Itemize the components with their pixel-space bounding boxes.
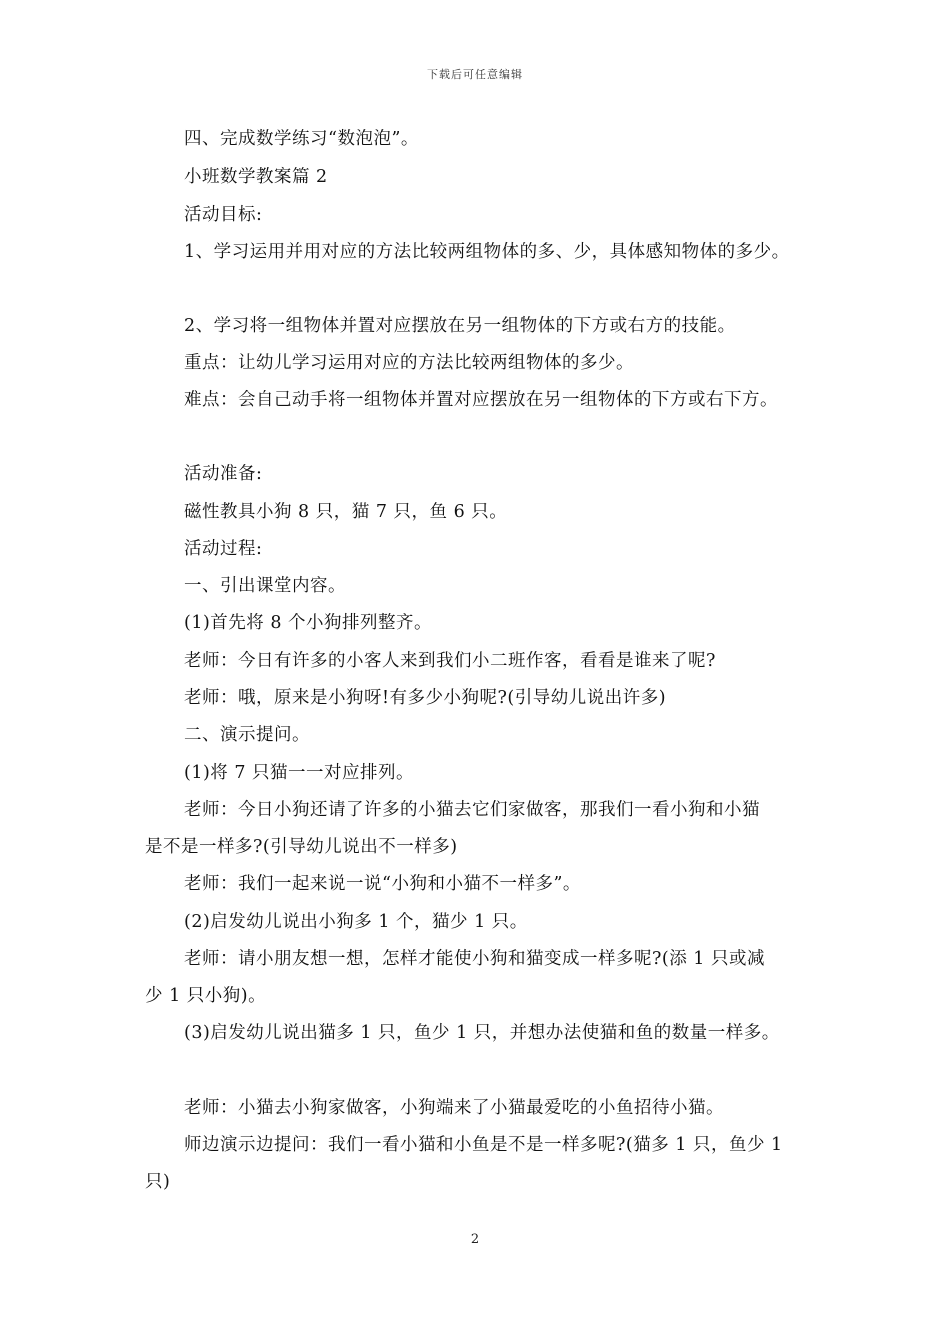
text-line: 活动目标: (184, 205, 263, 225)
text-line: 重点：让幼儿学习运用对应的方法比较两组物体的多少。 (184, 353, 634, 373)
text-line: 2、学习将一组物体并置对应摆放在另一组物体的下方或右方的技能。 (184, 316, 736, 336)
text-line: 活动准备: (184, 464, 263, 484)
text-line: 只) (145, 1172, 171, 1192)
text-line: 师边演示边提问：我们一看小猫和小鱼是不是一样多呢?(猫多 1 只，鱼少 1 (184, 1135, 783, 1155)
text-line: 一、引出课堂内容。 (184, 576, 346, 596)
text-line: 老师：哦，原来是小狗呀!有多少小狗呢?(引导幼儿说出许多) (184, 688, 667, 708)
text-line: 老师：今日小狗还请了许多的小猫去它们家做客，那我们一看小狗和小猫 (184, 800, 760, 820)
page-header: 下载后可任意编辑 (427, 68, 523, 81)
text-line: 老师：请小朋友想一想，怎样才能使小狗和猫变成一样多呢?(添 1 只或减 (184, 949, 765, 969)
text-line: (1)首先将 8 个小狗排列整齐。 (184, 613, 433, 633)
text-line: 老师：小猫去小狗家做客，小狗端来了小猫最爱吃的小鱼招待小猫。 (184, 1098, 724, 1118)
text-line: 二、演示提问。 (184, 725, 310, 745)
text-line: 老师：今日有许多的小客人来到我们小二班作客，看看是谁来了呢? (184, 651, 716, 671)
text-line: (3)启发幼儿说出猫多 1 只，鱼少 1 只，并想办法使猫和鱼的数量一样多。 (184, 1023, 780, 1043)
text-line: (1)将 7 只猫一一对应排列。 (184, 763, 415, 783)
text-line: 1、学习运用并用对应的方法比较两组物体的多、少，具体感知物体的多少。 (184, 242, 790, 262)
text-line: 四、完成数学练习“数泡泡”。 (184, 129, 419, 149)
text-line: 是不是一样多?(引导幼儿说出不一样多) (145, 837, 458, 857)
text-line: 活动过程: (184, 539, 263, 559)
text-line: 少 1 只小狗)。 (145, 986, 267, 1006)
text-line: 难点：会自己动手将一组物体并置对应摆放在另一组物体的下方或右下方。 (184, 390, 778, 410)
text-line: (2)启发幼儿说出小狗多 1 个，猫少 1 只。 (184, 912, 528, 932)
text-line: 磁性教具小狗 8 只，猫 7 只，鱼 6 只。 (184, 502, 508, 522)
section-title: 小班数学教案篇 2 (184, 167, 328, 187)
page-number: 2 (470, 1232, 480, 1247)
text-line: 老师：我们一起来说一说“小狗和小猫不一样多”。 (184, 874, 581, 894)
